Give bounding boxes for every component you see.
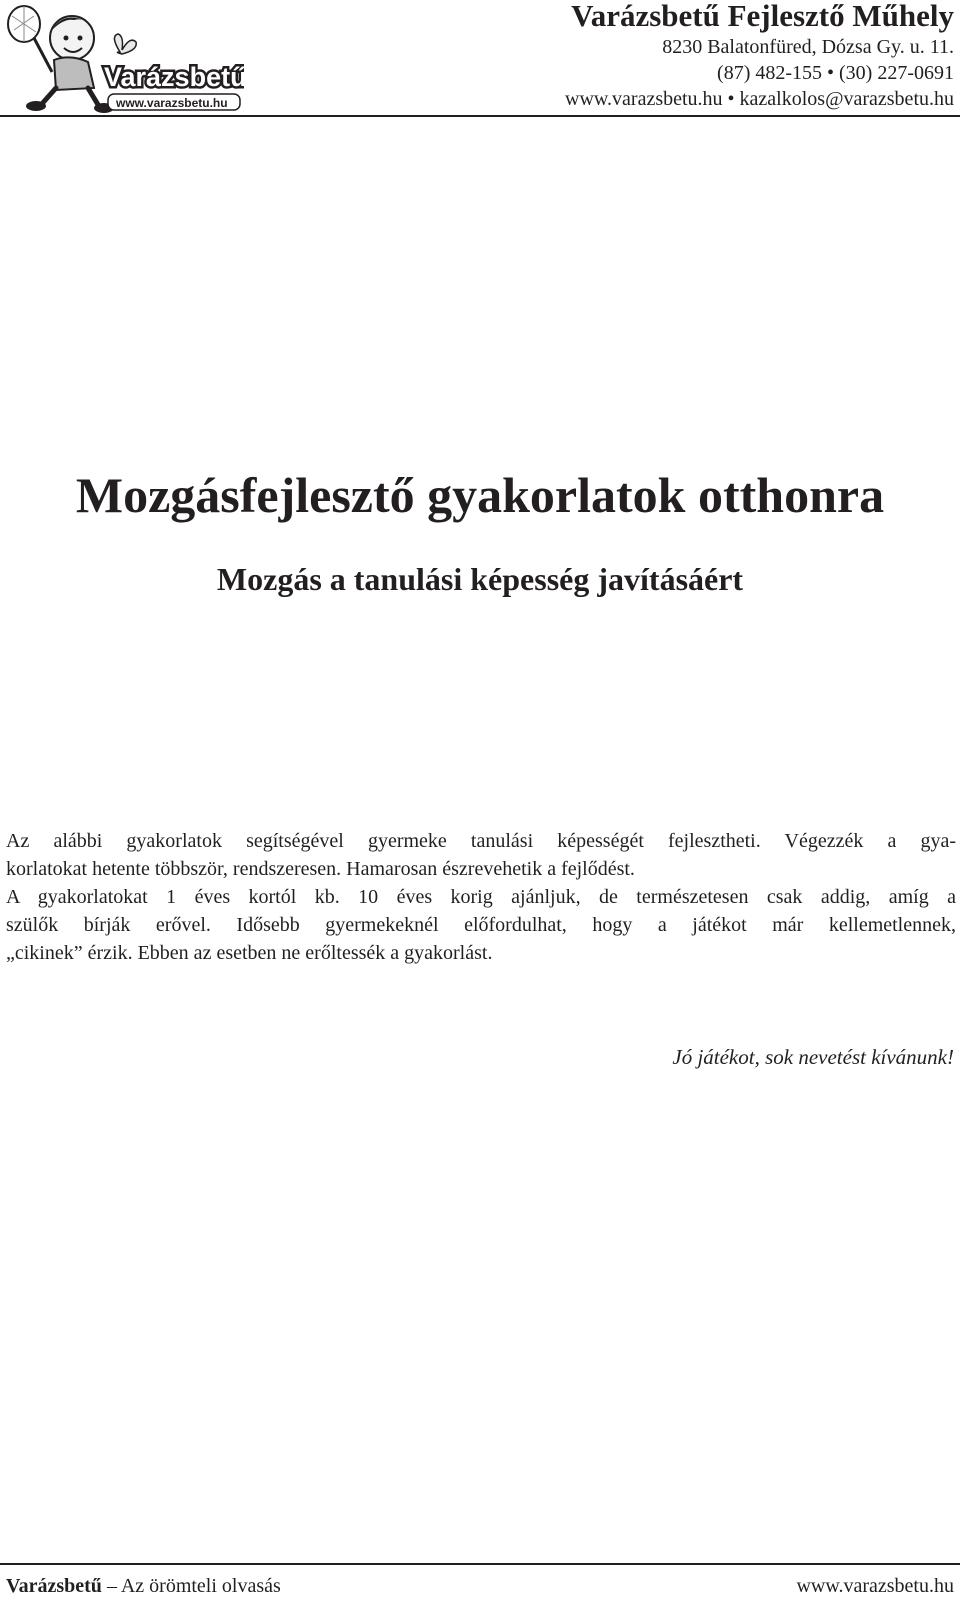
paragraph-2-line-3: „cikinek” érzik. Ebben az esetben ne erőltessék a gyakorlást. (6, 942, 493, 964)
closing-wish: Jó játékot, sok nevetést kívánunk! (672, 1045, 954, 1069)
varazsbetu-logo (4, 2, 244, 114)
footer-divider (0, 1563, 960, 1565)
header-divider (0, 115, 960, 117)
footer-tagline: – Az örömteli olvasás (101, 1575, 281, 1597)
logo-wordmark: Varázsbetű (104, 62, 244, 92)
paragraph-1 (6, 827, 956, 883)
paragraph-1-line-2: korlatokat hetente többször, rendszeresen. Hamarosan észrevehetik a fejlődést. (6, 858, 635, 880)
company-phone: (87) 482-155 • (30) 227-0691 (717, 62, 954, 84)
page-subtitle: Mozgás a tanulási képesség javításáért (216, 561, 744, 597)
logo-url: www.varazsbetu.hu (116, 96, 228, 110)
company-name: Varázsbetű Fejlesztő Műhely (571, 0, 954, 33)
company-contact: www.varazsbetu.hu • kazalkolos@varazsbetu.hu (565, 88, 954, 110)
footer-website[interactable]: www.varazsbetu.hu (796, 1575, 954, 1597)
intro-text (6, 827, 956, 967)
page-title: Mozgásfejlesztő gyakorlatok otthonra (75, 467, 885, 523)
paragraph-2-line-1: A gyakorlatokat 1 éves kortól kb. 10 éves korig ajánljuk, de természetesen csak addig, amíg a (6, 886, 956, 908)
company-address: 8230 Balatonfüred, Dózsa Gy. u. 11. (662, 36, 954, 58)
footer-brand-line (6, 1576, 281, 1596)
paragraph-2 (6, 883, 956, 967)
paragraph-2-line-2: szülők bírják erővel. Idősebb gyermekeknél előfordulhat, hogy a játékot már kellemetlennek, (6, 914, 956, 936)
footer-brand: Varázsbetű (6, 1575, 102, 1597)
logo-illustration (4, 2, 244, 114)
paragraph-1-line-1: Az alábbi gyakorlatok segítségével gyermeke tanulási képességét fejlesztheti. Végezzék a gya- (6, 830, 956, 852)
letterhead (565, 0, 954, 109)
